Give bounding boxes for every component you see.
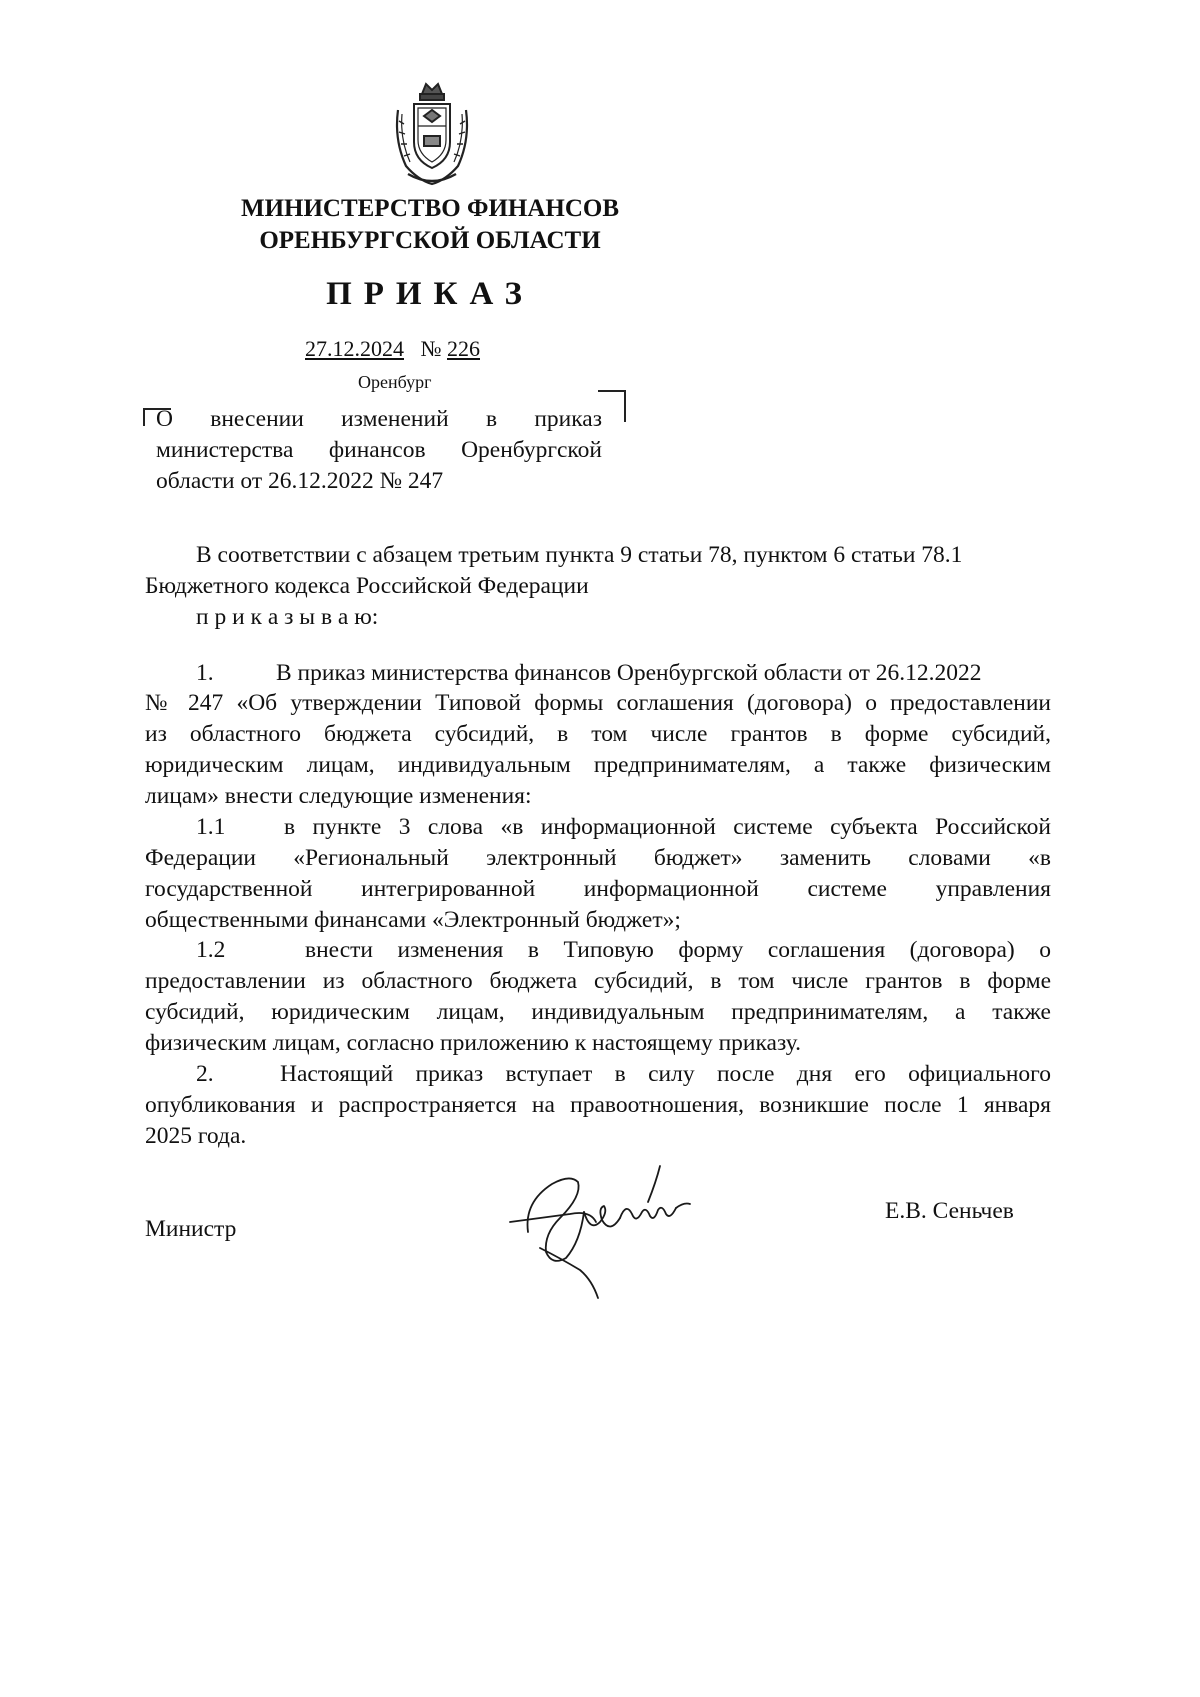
subject-word: финансов <box>328 437 426 463</box>
item-1-number: 1. <box>196 660 214 686</box>
item-1-1-line-2: Федерации «Региональный электронный бюджет» заменить словами «в <box>145 845 1051 871</box>
subject-line-1 <box>156 406 602 433</box>
subject-word: министерства <box>156 437 294 463</box>
city-label: Оренбург <box>358 372 432 392</box>
item-1-line-5: лицам» внести следующие изменения: <box>145 783 532 809</box>
subject-word: О <box>156 406 173 432</box>
item-1-line-4: юридическим лицам, индивидуальным предпринимателям, а также физическим <box>145 752 1051 778</box>
subject-word: изменений <box>341 406 449 432</box>
item-1-2-line-1: внести изменения в Типовую форму соглашения (договора) о <box>305 937 1051 963</box>
subject-word: внесении <box>210 406 304 432</box>
subject-word: в <box>485 406 498 432</box>
subject-line-2 <box>156 437 602 464</box>
item-1-2-number: 1.2 <box>196 937 226 963</box>
item-2-line-2: опубликования и распространяется на правоотношения, возникшие после 1 января <box>145 1092 1051 1118</box>
document-date: 27.12.2024 <box>305 336 404 361</box>
item-1-1-line-1: в пункте 3 слова «в информационной системе субъекта Российской <box>284 814 1051 840</box>
signatory-position: Министр <box>145 1216 237 1242</box>
item-2-line-3: 2025 года. <box>145 1123 247 1149</box>
item-1-2-line-2: предоставлении из областного бюджета субсидий, в том числе грантов в форме <box>145 968 1051 994</box>
item-1-1-line-4: общественными финансами «Электронный бюджет»; <box>145 907 681 933</box>
item-1-2-line-3: субсидий, юридическим лицам, индивидуальным предпринимателям, а также <box>145 999 1051 1025</box>
item-1-1-number: 1.1 <box>196 814 226 840</box>
subject-word: приказ <box>534 406 602 432</box>
subject-bracket-right <box>598 390 626 422</box>
item-1-1-line-3: государственной интегрированной информационной системе управления <box>145 876 1051 902</box>
document-type-title: ПРИКАЗ <box>326 276 534 312</box>
item-1-line-1: В приказ министерства финансов Оренбургской области от 26.12.2022 <box>276 660 982 686</box>
item-1-line-2: № 247 «Об утверждении Типовой формы соглашения (договора) о предоставлении <box>145 690 1051 716</box>
order-word: п р и к а з ы в а ю: <box>196 604 379 630</box>
signatory-name: Е.В. Сеньчев <box>885 1198 1014 1224</box>
coat-of-arms-emblem <box>388 80 476 190</box>
handwritten-signature <box>500 1162 700 1302</box>
item-1-2-line-4: физическим лицам, согласно приложению к настоящему приказу. <box>145 1030 802 1056</box>
ministry-name-line1: МИНИСТЕРСТВО ФИНАНСОВ <box>240 195 620 222</box>
number-sign: № <box>420 336 442 361</box>
item-2-number: 2. <box>196 1061 214 1087</box>
preamble-line-1: В соответствии с абзацем третьим пункта 9 статьи 78, пунктом 6 статьи 78.1 <box>196 542 963 568</box>
subject-word: Оренбургской <box>461 437 602 463</box>
subject-line-3: области от 26.12.2022 № 247 <box>156 468 444 494</box>
item-2-line-1: Настоящий приказ вступает в силу после дня его официального <box>280 1061 1051 1087</box>
preamble-line-2: Бюджетного кодекса Российской Федерации <box>145 573 589 599</box>
date-number-line <box>305 336 480 362</box>
ministry-name-line2: ОРЕНБУРГСКОЙ ОБЛАСТИ <box>259 227 601 254</box>
document-number: 226 <box>447 336 480 361</box>
item-1-line-3: из областного бюджета субсидий, в том числе грантов в форме субсидий, <box>145 721 1051 747</box>
